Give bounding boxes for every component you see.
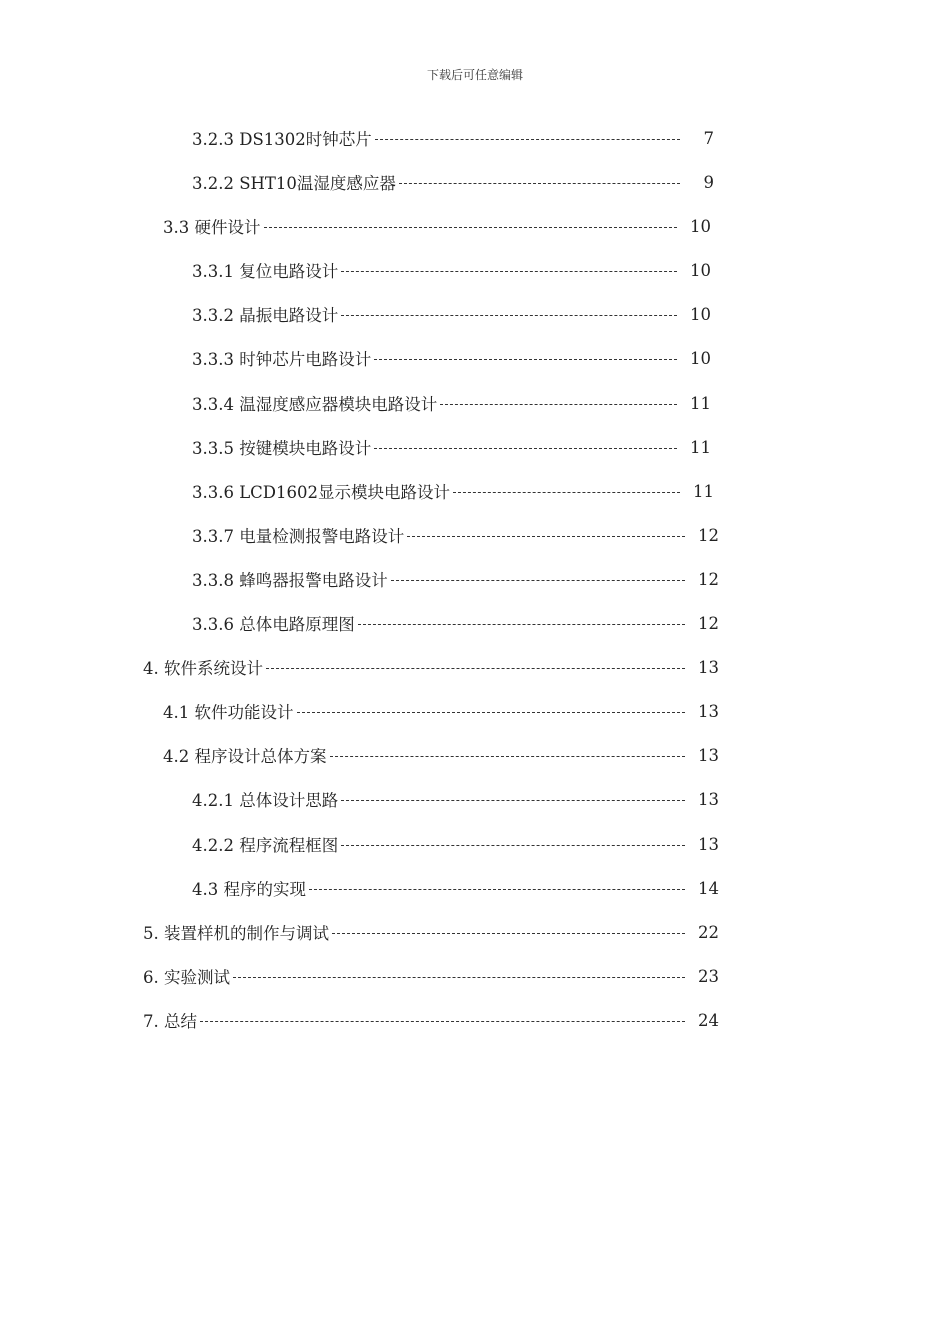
toc-entry-title: 4. 软件系统设计	[143, 659, 263, 678]
toc-entry-title: 4.2.1 总体设计思路	[192, 791, 339, 810]
page-header: 下载后可任意编辑	[426, 68, 523, 82]
toc-entry-page: 12	[698, 569, 719, 589]
toc-dot-leader	[332, 932, 685, 934]
toc-entry-title: 3.3.6 LCD1602显示模块电路设计	[192, 483, 451, 502]
toc-entry-title: 3.3.4 温湿度感应器模块电路设计	[192, 395, 438, 414]
toc-entry-title: 4.1 软件功能设计	[163, 703, 294, 722]
toc-entry-title: 3.3 硬件设计	[163, 218, 261, 237]
toc-entry-page: 12	[698, 525, 719, 545]
toc-entry-title: 3.3.1 复位电路设计	[192, 262, 339, 281]
toc-entry[interactable]	[192, 125, 714, 151]
toc-entry-page: 23	[698, 966, 719, 986]
toc-entry[interactable]	[192, 169, 714, 195]
toc-entry-page: 11	[690, 437, 711, 457]
toc-entry[interactable]	[192, 522, 719, 548]
toc-entry[interactable]	[143, 654, 719, 680]
toc-entry-page: 13	[698, 834, 719, 854]
toc-entry[interactable]	[192, 478, 714, 504]
toc-entry-page: 24	[698, 1010, 719, 1030]
toc-entry-title: 3.2.2 SHT10温湿度感应器	[192, 174, 396, 193]
toc-entry-title: 6. 实验测试	[143, 968, 230, 987]
toc-entry-title: 4.2 程序设计总体方案	[163, 747, 327, 766]
toc-dot-leader	[200, 1020, 685, 1022]
toc-entry-page: 10	[690, 348, 711, 368]
toc-entry[interactable]	[163, 742, 719, 768]
toc-dot-leader	[341, 314, 677, 316]
toc-dot-leader	[375, 138, 680, 140]
toc-entry[interactable]	[192, 831, 719, 857]
toc-entry[interactable]	[192, 301, 711, 327]
toc-dot-leader	[341, 799, 685, 801]
toc-entry-page: 13	[698, 657, 719, 677]
toc-entry-page: 7	[703, 128, 714, 148]
toc-entry-title: 3.3.8 蜂鸣器报警电路设计	[192, 571, 388, 590]
toc-entry-title: 3.3.5 按键模块电路设计	[192, 439, 372, 458]
toc-dot-leader	[233, 976, 685, 978]
toc-entry[interactable]	[192, 434, 711, 460]
toc-entry-title: 3.3.7 电量检测报警电路设计	[192, 527, 405, 546]
toc-dot-leader	[407, 535, 685, 537]
toc-entry[interactable]	[192, 345, 711, 371]
toc-entry-page: 10	[690, 216, 711, 236]
toc-dot-leader	[266, 667, 685, 669]
toc-entry-title: 4.2.2 程序流程框图	[192, 836, 339, 855]
toc-dot-leader	[341, 844, 685, 846]
toc-entry-page: 10	[690, 304, 711, 324]
toc-dot-leader	[399, 182, 680, 184]
toc-entry-page: 11	[693, 481, 714, 501]
toc-entry[interactable]	[163, 213, 711, 239]
toc-dot-leader	[297, 711, 686, 713]
toc-entry[interactable]	[143, 963, 719, 989]
toc-dot-leader	[391, 579, 685, 581]
toc-entry-page: 13	[698, 789, 719, 809]
toc-entry-page: 22	[698, 922, 719, 942]
toc-entry-page: 12	[698, 613, 719, 633]
toc-entry-title: 5. 装置样机的制作与调试	[143, 924, 329, 943]
toc-entry-page: 11	[690, 393, 711, 413]
toc-entry-page: 9	[703, 172, 714, 192]
toc-entry[interactable]	[163, 698, 719, 724]
toc-dot-leader	[309, 888, 685, 890]
toc-entry-title: 3.3.3 时钟芯片电路设计	[192, 350, 372, 369]
toc-dot-leader	[453, 491, 680, 493]
toc-entry-page: 13	[698, 701, 719, 721]
toc-entry[interactable]	[192, 566, 719, 592]
toc-entry-title: 3.2.3 DS1302时钟芯片	[192, 130, 372, 149]
toc-entry-title: 7. 总结	[143, 1012, 197, 1031]
toc-entry[interactable]	[192, 390, 711, 416]
toc-entry[interactable]	[192, 257, 711, 283]
toc-entry[interactable]	[192, 786, 719, 812]
toc-entry-page: 13	[698, 745, 719, 765]
toc-entry[interactable]	[143, 919, 719, 945]
toc-dot-leader	[341, 270, 677, 272]
toc-entry-page: 10	[690, 260, 711, 280]
toc-entry[interactable]	[192, 610, 719, 636]
toc-dot-leader	[374, 447, 677, 449]
toc-entry[interactable]	[143, 1007, 719, 1033]
toc-entry-title: 4.3 程序的实现	[192, 880, 306, 899]
toc-dot-leader	[264, 226, 678, 228]
toc-dot-leader	[440, 403, 677, 405]
toc-dot-leader	[358, 623, 685, 625]
toc-dot-leader	[330, 755, 686, 757]
toc-entry[interactable]	[192, 875, 719, 901]
toc-entry-page: 14	[698, 878, 719, 898]
toc-entry-title: 3.3.2 晶振电路设计	[192, 306, 339, 325]
toc-entry-title: 3.3.6 总体电路原理图	[192, 615, 355, 634]
toc-dot-leader	[374, 358, 677, 360]
